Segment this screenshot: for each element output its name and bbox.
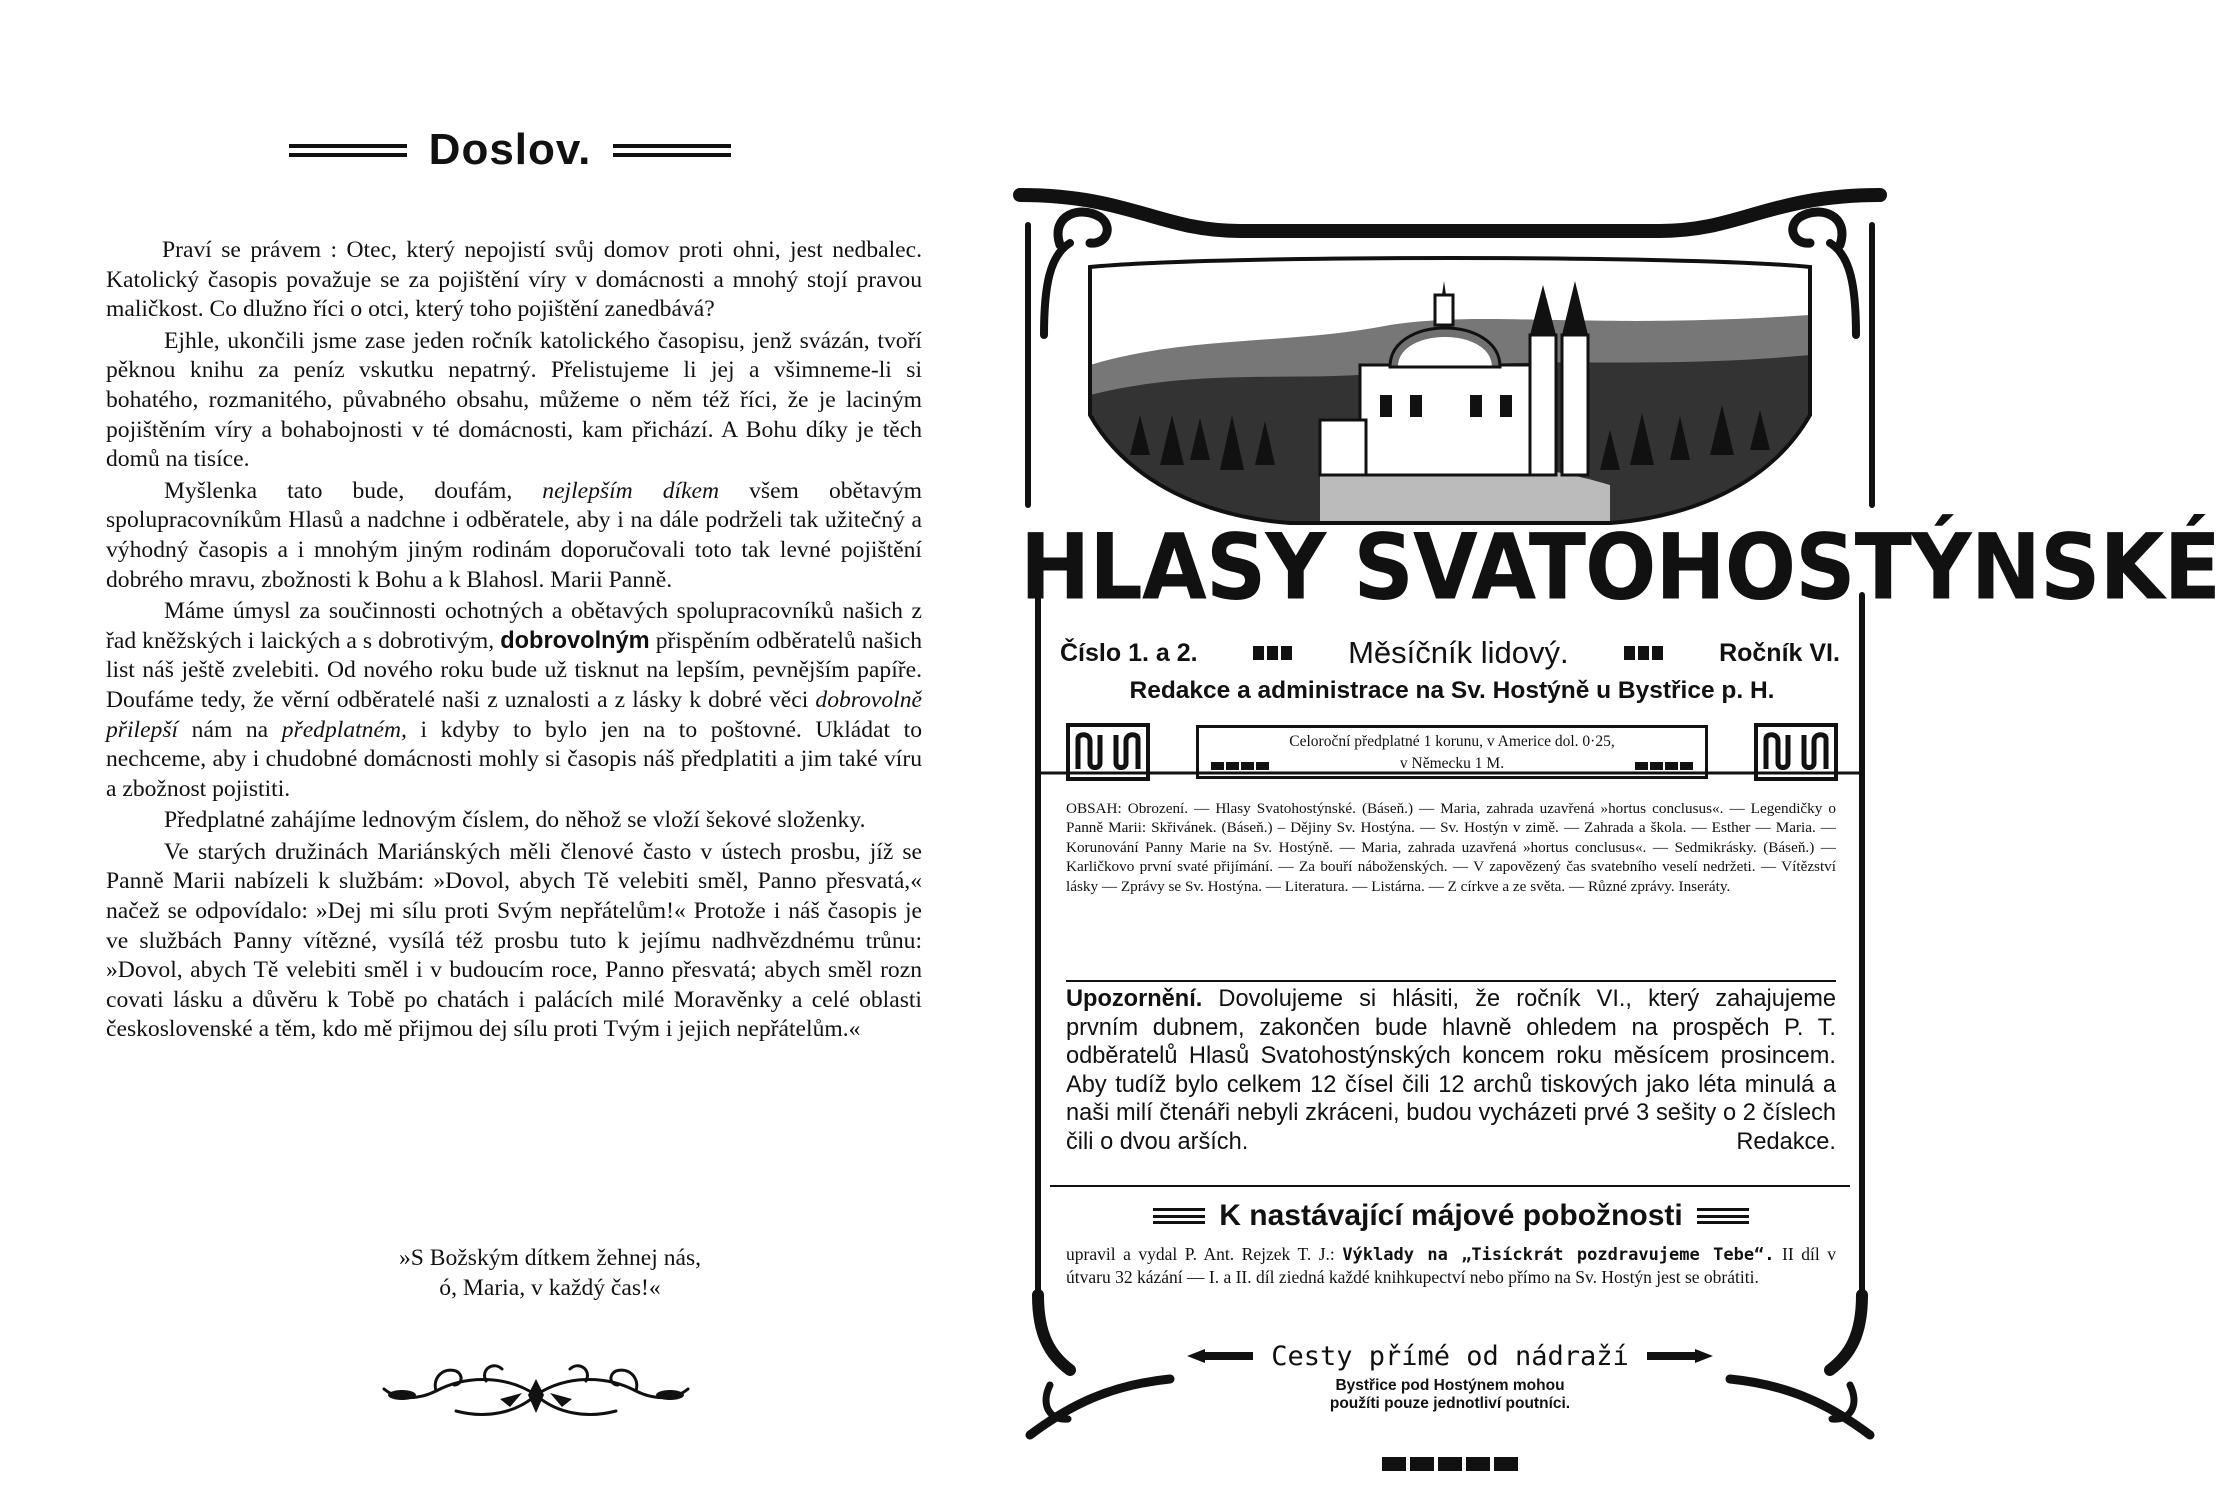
doslov-heading [90, 120, 930, 180]
paragraph-4 [106, 597, 922, 804]
subscription-price-box [1196, 725, 1708, 779]
volume: Ročník VI. [1719, 638, 1840, 667]
doslov-body [106, 236, 922, 1047]
price-blocks-right [1635, 762, 1693, 770]
price-line-2: v Německu 1 M. [1399, 755, 1505, 772]
may-devotion-heading [1066, 1195, 1836, 1237]
p4-bold: dobrovolným [500, 627, 650, 654]
p4-emphasis-1: dobrovolně přilepší [106, 686, 922, 743]
separator-blocks-1 [1253, 646, 1292, 660]
issue-number: Číslo 1. a 2. [1060, 638, 1198, 667]
paragraph-3 [106, 477, 922, 595]
notice-section [1066, 985, 1836, 1157]
left-page-doslov [90, 120, 930, 1420]
p4-emphasis-2: předplatném, [281, 716, 407, 743]
may-devotion-text [1066, 1243, 1836, 1288]
masthead-title: HLASY SVATOHOSTÝNSKÉ [1020, 514, 2220, 620]
title-rule-left [289, 144, 407, 157]
contents-divider [1066, 980, 1836, 982]
p3-text-b: všem obětavým spolupracovníkům Hlasů a nadchne i odběratele, aby i na dále podrželi tak užitečný a výhodný časopis a i mnohým jiným rodinám doporučovali toto tak levné pojištění dobrého mravu, zbožnosti k Bohu a k Blahosl. Marii Panně. [106, 477, 922, 593]
may-devotion-title: K nastávající májové pobožnosti [1219, 1199, 1683, 1232]
right-page-cover [1010, 185, 2220, 1475]
hostyn-landscape-illustration [1090, 255, 1810, 525]
may-text-a: upravil a vydal P. Ant. Rejzek T. J.: [1066, 1244, 1343, 1264]
page-title: Doslov. [428, 125, 592, 174]
ornament-box-icon [1754, 723, 1838, 781]
floral-ornament-icon [376, 1355, 696, 1435]
closing-line-2: ó, Maria, v každý čas!« [439, 1275, 661, 1301]
notice-signature: Redakce. [1736, 1128, 1836, 1155]
issue-line [1060, 635, 1840, 671]
p4-text-d: i kdyby to bylo jen na to poštovné. Ukládat to nechceme, aby i chudobné domácnosti mohly si časopis náš předplatiti a jim také víru a zbožnost pojistiti. [106, 716, 922, 802]
redakce-address: Redakce a administrace na Sv. Hostýně u Bystřice p. H. [1129, 677, 1775, 704]
pointing-ornament-icon [1185, 1345, 1255, 1367]
routes-line-1: Bystřice pod Hostýnem mohou [1335, 1377, 1565, 1394]
contents-list: OBSAH: Obrození. — Hlasy Svatohostýnské. (Báseň.) — Maria, zahrada uzavřená »hortus conclusus«. — Legendičky o Panně Marii: Skřivánek. (Báseň.) – Dějiny Sv. Hostýna. — Sv. Hostýn v zimě. — Zahrada a škola. — Esther — Maria. — Korunování Panny Marie na Sv. Hostýně. — Maria, zahrada uzavřená »hortus conclusus«. — Sedmikrásky. (Báseň.) — Karličkovo první svaté přijímání. — Za bouří náboženských. — V zapovězený čas svatebního veselí nedržeti. — Vítězství lásky — Zprávy se Sv. Hostýna. — Literatura. — Listárna. — Z církve a ze světa. — Různé zprávy. Inseráty. [1066, 800, 1836, 895]
separator-blocks-2 [1624, 646, 1663, 660]
closing-verse [270, 1243, 830, 1303]
paragraph-5: Předplatné zahájíme lednovým číslem, do něhož se vloží šekové složenky. [164, 807, 866, 834]
may-text-bold: Výklady na „Tisíckrát pozdravujeme Tebe“. [1342, 1245, 1775, 1265]
routes-text [1070, 1377, 1830, 1413]
price-blocks-left [1211, 762, 1269, 770]
p4-text-c: nám na [178, 716, 282, 743]
p4-text-b: přispěním odběratelů našich list náš ještě zvelebiti. Od nového roku bude už tisknut na lepším, pevnějším papíře. Doufáme tedy, že věrní odběratelé naši z uznalosti a z lásky k dobré věci [106, 627, 923, 713]
notice-label: Upozornění. [1066, 986, 1203, 1012]
price-row [1066, 723, 1838, 783]
heading-rule-left [1153, 1208, 1205, 1224]
price-line-1: Celoroční předplatné 1 korunu, v Americe dol. 0·25, [1289, 733, 1615, 750]
ornament-box-icon [1066, 723, 1150, 781]
paragraph-1: Praví se právem : Otec, který nepojistí svůj domov proti ohni, jest nedbalec. Katolický časopis považuje se za pojištění víry v domácnosti a mnohý stojí pravou maličkost. Co dlužno říci o otci, který toho pojištění zanedbává? [106, 237, 922, 323]
title-rule-right [613, 144, 731, 157]
may-text-b: II díl v útvaru 32 kázání — I. a II. díl ziedná každé knihkupectví nebo přímo na Sv. Hostýn jest se obrátiti. [1066, 1244, 1836, 1287]
routes-line-2: použíti pouze jednotliví poutníci. [1329, 1395, 1571, 1412]
p3-text-a: Myšlenka tato bude, doufám, [164, 477, 543, 504]
routes-title: Cesty přímé od nádraží [1271, 1340, 1629, 1372]
p3-emphasis: nejlepším díkem [542, 477, 720, 504]
subtitle: Měsíčník lidový. [1348, 635, 1569, 670]
p4-text-a: Máme úmysl za součinnosti ochotných a obětavých spolupracovníků našich z řad kněžských i laických a s dobrotivým, [106, 598, 922, 654]
notice-text: Dovolujeme si hlásiti, že ročník VI., který zahajujeme prvním dubnem, zakončen bude hlavně ohledem na prospěch P. T. odběratelů Hlasů Svatohostýnských koncem roku měsícem prosincem. Aby tudíž bylo celkem 12 čísel čili 12 archů tiskových jako léta minulá a naši milí čtenáři nebyli zkráceni, budou vycházeti prvé 3 sešity o 2 číslech čili o dvou arších. [1066, 986, 1836, 1155]
paragraph-6: Ve starých družinách Mariánských měli členové často v ústech prosbu, jíž se Panně Marii nabízeli k službám: »Dovol, abych Tě velebiti směl, Panno přesvatá,« načež se odpovídalo: »Dej mi sílu proti Svým nepřátelům!« Protože i náš časopis je ve službách Panny vítězné, vysílá též prosbu tuto k jejímu nadhvězdnému trůnu: »Dovol, abych Tě velebiti směl i v budoucím roce, Panno přesvatá; abych směl rozn covati lásku a důvěru k Tobě po chatách i palácích milé Moravěnky a celé oblasti československé a těm, kdo mě přijmou dej sílu proti Tvým i jejich nepřátelům.« [106, 838, 922, 1043]
heading-rule-right [1697, 1208, 1749, 1224]
notice-divider [1050, 1185, 1850, 1187]
closing-line-1: »S Božským dítkem žehnej nás, [398, 1245, 702, 1271]
routes-heading [1070, 1340, 1830, 1372]
paragraph-2: Ejhle, ukončili jsme zase jeden ročník katolického časopisu, jenž svázán, tvoří pěknou knihu za peníz vskutku nepatrný. Přelistujeme li jej a všimneme-li si bohatého, rozmanitého, půvabného obsahu, můžeme o něm též říci, že je laciným pojištěním víry a bohabojnosti v té domácnosti, kam přichází. A Bohu díky je těch domů na tisíce. [106, 327, 922, 473]
pointing-ornament-icon [1645, 1345, 1715, 1367]
